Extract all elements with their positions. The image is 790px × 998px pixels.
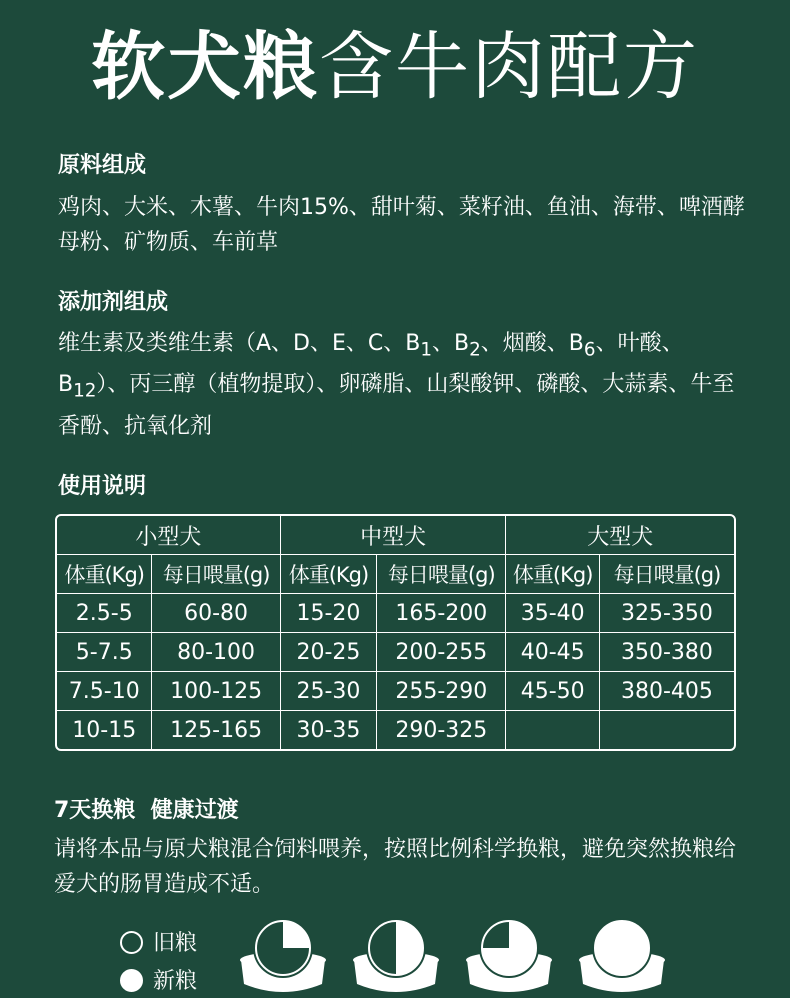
group-small: 小型犬 — [57, 516, 281, 555]
legend-old-food — [120, 930, 197, 958]
additives-segment: 、B — [432, 331, 470, 356]
table-cell: 15-20 — [281, 594, 377, 633]
additives-segment: 维生素及类维生素（A、D、E、C、B — [58, 331, 421, 356]
table-cell: 5-7.5 — [57, 633, 152, 672]
table-row — [57, 594, 734, 633]
table-cell: 200-255 — [377, 633, 506, 672]
ingredients-heading: 原料组成 — [58, 153, 147, 178]
col-feed: 每日喂量(g) — [152, 555, 280, 594]
table-cell: 100-125 — [152, 672, 280, 711]
table-row — [57, 672, 734, 711]
table-cell: 60-80 — [152, 594, 280, 633]
table-cell: 35-40 — [506, 594, 600, 633]
table-cell: 25-30 — [281, 672, 377, 711]
table-cell: 165-200 — [377, 594, 506, 633]
additives-text — [58, 326, 748, 444]
bowl-day-3-icon — [464, 918, 554, 998]
table-cell — [506, 711, 600, 749]
legend-new-label: 新粮 — [153, 969, 198, 994]
bowl-mix-icon — [240, 918, 326, 992]
page-title — [0, 22, 790, 112]
subscript: 6 — [583, 339, 596, 361]
ingredients-text: 鸡肉、大米、木薯、牛肉15%、甜叶菊、菜籽油、鱼油、海带、啤酒酵母粉、矿物质、车前草 — [58, 195, 745, 255]
table-cell: 30-35 — [281, 711, 377, 749]
bowl-mix-icon — [579, 918, 665, 992]
group-medium: 中型犬 — [281, 516, 507, 555]
table-cell: 325-350 — [600, 594, 734, 633]
additives-segment: ）、丙三醇（植物提取）、卵磷脂、山梨酸钾、磷酸、大蒜素、牛至香酚、抗氧化剂 — [58, 372, 735, 439]
legend-old-label: 旧粮 — [153, 931, 198, 956]
new-food-area — [595, 921, 649, 975]
table-cell: 20-25 — [281, 633, 377, 672]
col-feed: 每日喂量(g) — [377, 555, 506, 594]
table-cell: 7.5-10 — [57, 672, 152, 711]
bowl-mix-icon — [466, 918, 552, 992]
additives-segment: 、叶酸、B — [58, 331, 684, 398]
table-cell — [600, 711, 734, 749]
table-cell: 290-325 — [377, 711, 506, 749]
usage-heading: 使用说明 — [58, 474, 147, 499]
table-cell: 2.5-5 — [57, 594, 152, 633]
additives-heading: 添加剂组成 — [58, 290, 169, 315]
feeding-table — [55, 514, 736, 751]
table-cell: 45-50 — [506, 672, 600, 711]
table-cell: 40-45 — [506, 633, 600, 672]
col-weight: 体重(Kg) — [57, 555, 152, 594]
table-cell: 125-165 — [152, 711, 280, 749]
bowl-day-1-icon — [238, 918, 328, 998]
table-row — [57, 633, 734, 672]
table-cell: 380-405 — [600, 672, 734, 711]
transition-text: 请将本品与原犬粮混合饲料喂养，按照比例科学换粮，避免突然换粮给爱犬的肠胃造成不适。 — [54, 837, 737, 897]
subscript: 2 — [469, 339, 481, 361]
subscript: 12 — [73, 380, 97, 402]
title-light: 含牛肉配方 — [319, 24, 699, 110]
bowl-day-4-icon — [577, 918, 667, 998]
table-cell: 255-290 — [377, 672, 506, 711]
col-weight: 体重(Kg) — [506, 555, 600, 594]
subscript: 1 — [420, 339, 433, 361]
title-bold: 软犬粮 — [91, 24, 319, 110]
legend-new-food — [120, 968, 197, 996]
bowl-day-2-icon — [351, 918, 441, 998]
group-large: 大型犬 — [506, 516, 734, 555]
additives-segment: 、烟酸、B — [480, 331, 584, 356]
filled-circle-icon — [120, 969, 143, 992]
table-cell: 350-380 — [600, 633, 734, 672]
table-cell: 80-100 — [152, 633, 280, 672]
col-weight: 体重(Kg) — [281, 555, 377, 594]
col-feed: 每日喂量(g) — [600, 555, 734, 594]
bowl-mix-icon — [353, 918, 439, 992]
table-row — [57, 711, 734, 749]
open-circle-icon — [120, 931, 143, 954]
transition-heading: 7天换粮 健康过渡 — [54, 798, 239, 823]
new-food-area — [283, 921, 310, 948]
table-cell: 10-15 — [57, 711, 152, 749]
